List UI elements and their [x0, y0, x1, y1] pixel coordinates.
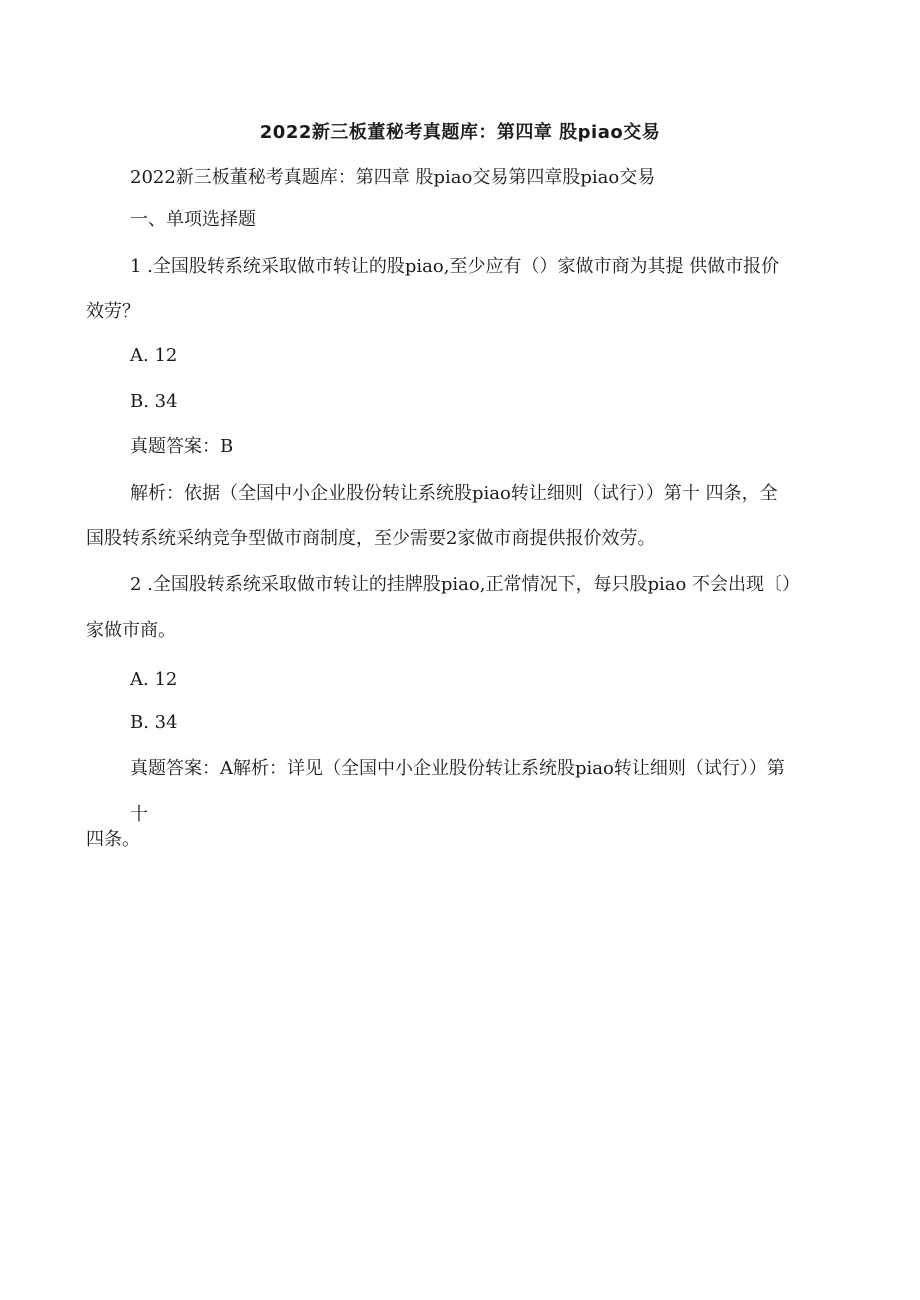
- question-2-answer: 真题答案：A解析：详见（全国中小企业股份转让系统股piao转让细则（试行））第: [130, 758, 785, 779]
- question-1-answer: 真题答案：B: [130, 436, 234, 457]
- subtitle: 2022新三板董秘考真题库：第四章 股piao交易第四章股piao交易: [130, 167, 656, 188]
- question-1-text: 1 .全国股转系统采取做市转让的股piao,至少应有（）家做市商为其提 供做市报价: [130, 256, 780, 277]
- question-2-answer-end: 四条。: [86, 829, 140, 850]
- question-2-option-b: B. 34: [130, 712, 178, 733]
- question-1-text-cont: 效劳？: [86, 301, 140, 322]
- question-1-option-a: A. 12: [130, 345, 178, 366]
- question-2-text: 2 .全国股转系统采取做市转让的挂牌股piao,正常情况下，每只股piao 不会出现〔）: [130, 574, 801, 595]
- question-2-text-cont: 家做市商。: [86, 620, 176, 641]
- question-2-option-a: A. 12: [130, 669, 178, 690]
- question-1-analysis-cont: 国股转系统采纳竞争型做市商制度，至少需要2家做市商提供报价效劳。: [86, 528, 656, 549]
- question-1-analysis: 解析：依据（全国中小企业股份转让系统股piao转让细则（试行））第十 四条，全: [130, 483, 778, 504]
- section-heading: 一、单项选择题: [130, 209, 256, 230]
- question-2-answer-cont: 十: [130, 804, 148, 825]
- question-1-option-b: B. 34: [130, 391, 178, 412]
- document-title: 2022新三板董秘考真题库：第四章 股piao交易: [259, 122, 661, 143]
